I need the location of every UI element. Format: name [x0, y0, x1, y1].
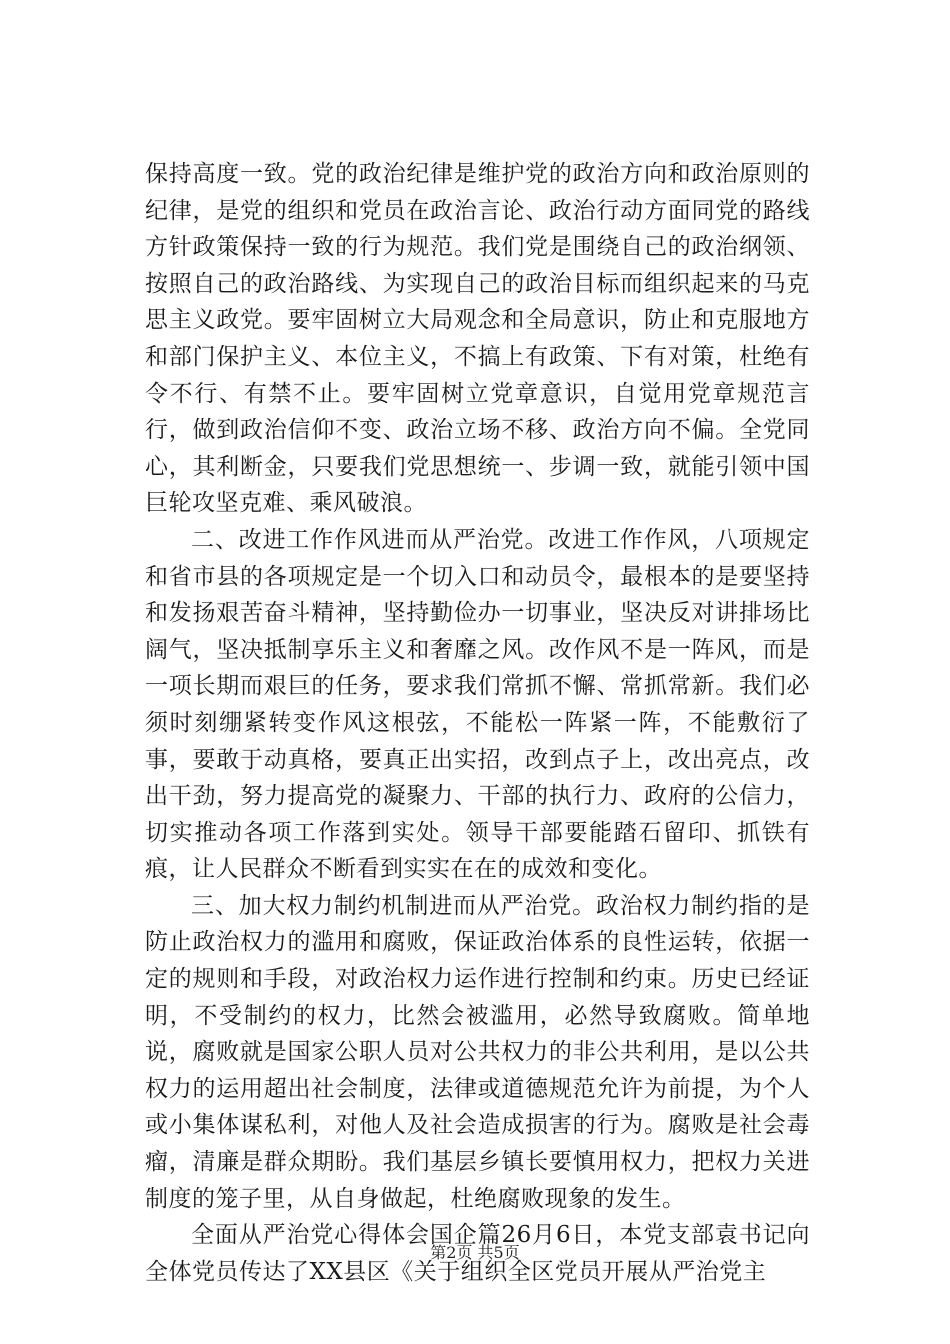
paragraph-state-enterprise: 全面从严治党心得体会国企篇26月6日，本党支部袁书记向全体党员传达了XX县区《关于组织全区党员开展从严治党主: [145, 1222, 810, 1285]
page-number-footer: 第2页 共5页: [430, 1243, 520, 1262]
paragraph-political-discipline: 保持高度一致。党的政治纪律是维护党的政治方向和政治原则的纪律，是党的组织和党员在政治言论、政治行动方面同党的路线方针政策保持一致的行为规范。我们党是围绕自己的政治纲领、按照自己的政治路线、为实现自己的政治目标而组织起来的马克思主义政党。要牢固树立大局观念和全局意识，防止和克服地方和部门保护主义、本位主义，不搞上有政策、下有对策，杜绝有令不行、有禁不止。要牢固树立党章意识，自觉用党章规范言行，做到政治信仰不变、政治立场不移、政治方向不偏。全党同心，其利断金，只要我们党思想统一、步调一致，就能引领中国巨轮攻坚克难、乘风破浪。: [145, 161, 810, 517]
paragraph-work-style: 二、改进工作作风进而从严治党。改进工作作风，八项规定和省市县的各项规定是一个切入口和动员令，最根本的是要坚持和发扬艰苦奋斗精神，坚持勤俭办一切事业，坚决反对讲排场比阔气，坚决抵制享乐主义和奢靡之风。改作风不是一阵风，而是一项长期而艰巨的任务，要求我们常抓不懈、常抓常新。我们必须时刻绷紧转变作风这根弦，不能松一阵紧一阵，不能敷衍了事，要敢于动真格，要真正出实招，改到点子上，改出亮点，改出干劲，努力提高党的凝聚力、干部的执行力、政府的公信力，切实推动各项工作落到实处。领导干部要能踏石留印、抓铁有痕，让人民群众不断看到实实在在的成效和变化。: [145, 526, 810, 883]
paragraph-power-restraint: 三、加大权力制约机制进而从严治党。政治权力制约指的是防止政治权力的滥用和腐败，保证政治体系的良性运转，依据一定的规则和手段，对政治权力运作进行控制和约束。历史已经证明，不受制约的权力，比然会被滥用，必然导致腐败。简单地说，腐败就是国家公职人员对公共权力的非公共利用，是以公共权力的运用超出社会制度，法律或道德规范允许为前提，为个人或小集体谋私利，对他人及社会造成损害的行为。腐败是社会毒瘤，清廉是群众期盼。我们基层乡镇长要慎用权力，把权力关进制度的笼子里，从自身做起，杜绝腐败现象的发生。: [145, 892, 810, 1212]
document-body: [145, 156, 810, 1290]
